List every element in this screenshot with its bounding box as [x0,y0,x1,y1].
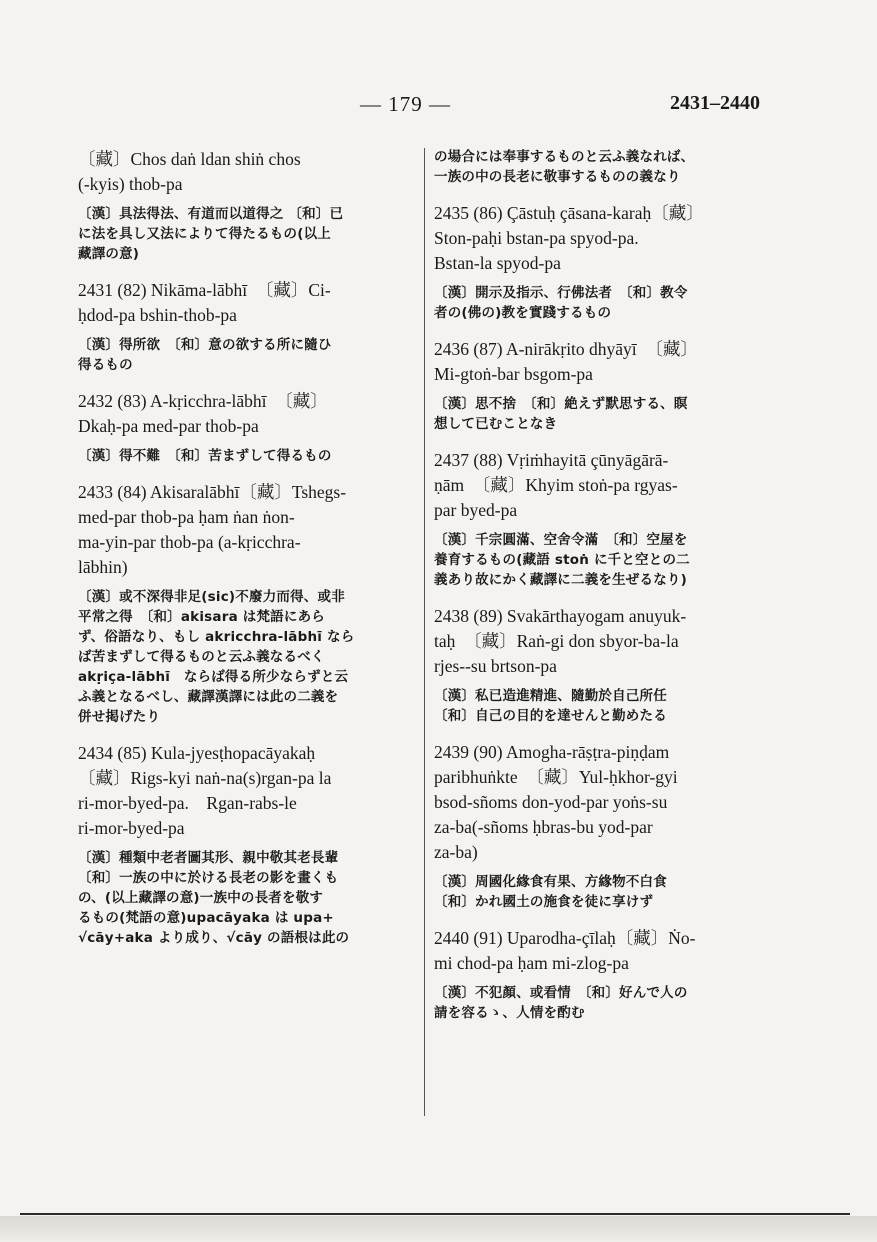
page-header [60,92,760,120]
entry-headword-line: med-par thob-pa ḥam ṅan ṅon- [78,507,295,527]
dictionary-entry [78,480,413,727]
entry-headword-line: 2434 (85) Kula-jyesṭhopacāyakaḥ [78,743,316,763]
gloss-line: 〔漢〕種類中老者圖其形、親中敬其老長輩 [78,850,339,866]
gloss-line: 〔漢〕私已造進精進、隨勤於自己所任 [434,688,667,704]
right-column [434,147,764,1037]
gloss-line: ず、俗語なり、もし akricchra-lābhī なら [78,629,355,645]
dictionary-entry [434,147,764,187]
dictionary-entry [434,201,764,323]
gloss-line: 〔漢〕或不深得非足(sic)不廢力而得、或非 [78,589,345,605]
entry-headword-line: par byed-pa [434,500,518,520]
gloss-line: 〔和〕かれ國土の施食を徒に享けず [434,894,654,910]
gloss-line: 得るもの [78,357,133,373]
entry-headword-line: Bstan-la spyod-pa [434,253,561,273]
gloss-line: √cāy+aka より成り、√cāy の語根は此の [78,930,350,946]
bottom-rule [20,1213,850,1215]
gloss-line: 請を容るゝ、人情を酌む [434,1005,585,1021]
entry-headword-line: 2432 (83) A-kṛicchra-lābhī 〔藏〕 [78,391,328,411]
entry-headword-line: 2438 (89) Svakārthayogam anuyuk- [434,606,687,626]
gloss-line: 義あり故にかく藏譯に二義を生ぜるなり) [434,572,687,588]
entry-gloss [78,446,413,466]
entry-headword-line: paribhuṅkte 〔藏〕Yul-ḥkhor-gyi [434,767,678,787]
entry-headword-line: mi chod-pa ḥam mi-zlog-pa [434,953,629,973]
dictionary-entry [434,740,764,912]
entry-headword-line: za-ba) [434,842,478,862]
entry-gloss [434,686,764,726]
entry-headword-line: 2440 (91) Uparodha-çīlaḥ〔藏〕Ṅo- [434,928,696,948]
gloss-line: 者の(佛の)教を實踐するもの [434,305,612,321]
page-number: — 179 — [360,92,451,116]
entry-gloss [434,283,764,323]
entry-headword-line: bsod-sñoms don-yod-par yoṅs-su [434,792,668,812]
gloss-line: るもの(梵語の意)upacāyaka は upa+ [78,910,334,926]
entry-headword-line: (-kyis) thob-pa [78,174,183,194]
scan-edge [0,1216,877,1242]
entry-headword-line: rjes--su brtson-pa [434,656,557,676]
entry-headword-line: lābhin) [78,557,128,577]
gloss-line: 一族の中の長老に敬事するものの義なり [434,169,681,185]
left-column [78,147,413,962]
gloss-line: 〔漢〕開示及指示、行佛法者 〔和〕教令 [434,285,688,301]
gloss-line: 〔漢〕周國化緣食有果、方緣物不白食 [434,874,667,890]
entry-headword-line: 〔藏〕Chos daṅ ldan shiṅ chos [78,149,301,169]
entry-range: 2431–2440 [670,92,760,114]
dictionary-entry [78,741,413,948]
entry-gloss [78,848,413,948]
gloss-line: 〔漢〕思不捨 〔和〕絶えず默思する、瞑 [434,396,688,412]
gloss-line: 〔漢〕得不難 〔和〕苦まずして得るもの [78,448,332,464]
gloss-line: 藏譯の意) [78,246,140,262]
entry-headword-line: ma-yin-par thob-pa (a-kṛicchra- [78,532,301,552]
entry-gloss [434,983,764,1023]
entry-gloss [78,335,413,375]
dictionary-entry [78,389,413,466]
entry-headword-line: Mi-gtoṅ-bar bsgom-pa [434,364,593,384]
entry-gloss [434,394,764,434]
dictionary-entry [434,926,764,1023]
gloss-line: ふ義となるべし、藏譯漢譯には此の二義を [78,689,339,705]
gloss-line: 〔漢〕千宗圓滿、空舍令滿 〔和〕空屋を [434,532,688,548]
entry-headword-line: ri-mor-byed-pa [78,818,185,838]
gloss-line: 〔漢〕不犯顏、或看情 〔和〕好んで人の [434,985,688,1001]
entry-headword-line: 2435 (86) Çāstuḥ çāsana-karaḥ〔藏〕 [434,203,704,223]
gloss-line: 想して已むことなき [434,416,558,432]
column-divider [424,148,425,1116]
gloss-line: の、(以上藏譯の意)一族中の長者を敬す [78,890,324,906]
entry-gloss [78,587,413,727]
entry-headword-line: Ston-paḥi bstan-pa spyod-pa. [434,228,639,248]
gloss-line: 〔漢〕得所欲 〔和〕意の欲する所に隨ひ [78,337,332,353]
gloss-line: 〔和〕一族の中に於ける長老の影を畫くも [78,870,339,886]
entry-headword-line: taḥ 〔藏〕Raṅ-gi don sbyor-ba-la [434,631,679,651]
dictionary-entry [434,448,764,590]
entry-headword-line: 2431 (82) Nikāma-lābhī 〔藏〕Ci- [78,280,331,300]
entry-headword-line: 〔藏〕Rigs-kyi naṅ-na(s)rgan-pa la [78,768,332,788]
entry-gloss [434,147,764,187]
gloss-line: 〔和〕自己の目的を達せんと勤めたる [434,708,667,724]
entry-headword-line: 2433 (84) Akisaralābhī〔藏〕Tshegs- [78,482,347,502]
gloss-line: 併せ掲げたり [78,709,161,725]
dictionary-entry [434,337,764,434]
entry-headword-line: 2437 (88) Vṛiṁhayitā çūnyāgārā- [434,450,669,470]
entry-gloss [434,530,764,590]
gloss-line: 養育するもの(藏語 stoṅ に千と空との二 [434,552,690,568]
gloss-line: 〔漢〕具法得法、有道而以道得之 〔和〕已 [78,206,344,222]
entry-headword-line: ri-mor-byed-pa. Rgan-rabs-le [78,793,297,813]
entry-headword-line: 2436 (87) A-nirākṛito dhyāyī 〔藏〕 [434,339,698,359]
gloss-line: ば苦まずして得るものと云ふ義なるべく [78,649,325,665]
entry-headword-line: ḥdod-pa bshin-thob-pa [78,305,237,325]
gloss-line: に法を具し又法によりて得たるもの(以上 [78,226,331,242]
dictionary-entry [434,604,764,726]
entry-headword-line: za-ba(-sñoms ḥbras-bu yod-par [434,817,653,837]
dictionary-entry [78,278,413,375]
gloss-line: 平常之得 〔和〕akisara は梵語にあら [78,609,325,625]
entry-gloss [434,872,764,912]
gloss-line: の場合には奉事するものと云ふ義なれば、 [434,149,695,165]
dictionary-entry [78,147,413,264]
gloss-line: akṛiça-lābhī ならば得る所少ならずと云 [78,669,349,685]
entry-headword-line: Dkaḥ-pa med-par thob-pa [78,416,259,436]
entry-headword-line: ṇām 〔藏〕Khyim stoṅ-pa rgyas- [434,475,678,495]
entry-gloss [78,204,413,264]
entry-headword-line: 2439 (90) Amogha-rāṣṭra-piṇḍam [434,742,670,762]
